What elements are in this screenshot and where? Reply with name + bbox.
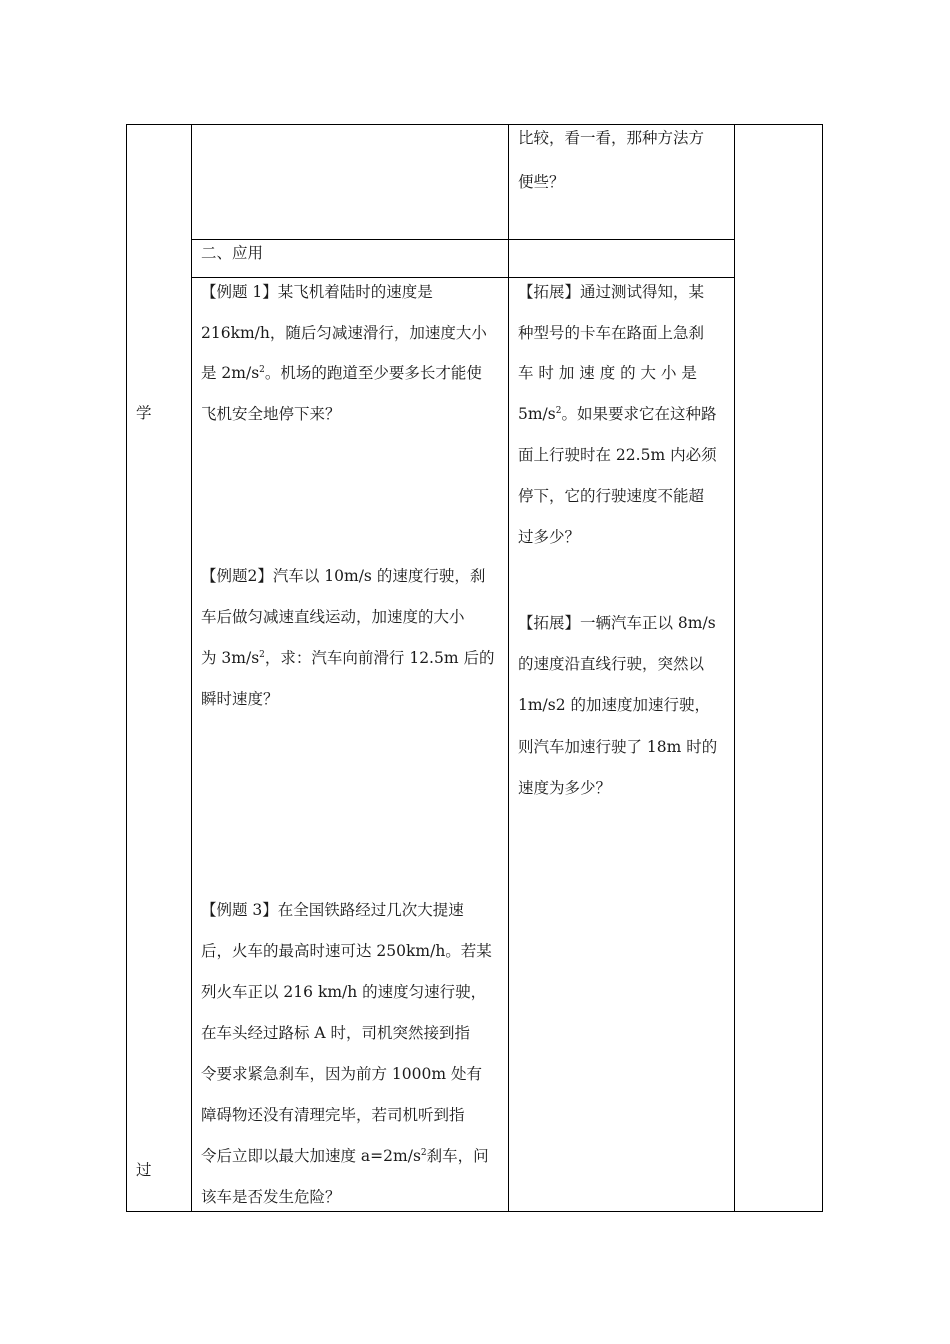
col-divider-2 <box>508 124 509 1212</box>
extension2-line-3: 1m/s2 的加速度加速行驶， <box>518 696 711 714</box>
extension2-line-4: 则汽车加速行驶了 18m 时的 <box>518 738 718 756</box>
example1-line-1: 【例题 1】某飞机着陆时的速度是 <box>201 283 433 301</box>
example1-line-4: 飞机安全地停下来？ <box>201 405 341 423</box>
extension2-line-2: 的速度沿直线行驶，突然以 <box>518 655 705 673</box>
col-divider-1 <box>191 124 192 1212</box>
example2-line-4: 瞬时速度？ <box>201 690 279 708</box>
example3-line-5: 令要求紧急刹车，因为前方 1000m 处有 <box>201 1065 482 1083</box>
left-col-char-bottom: 过 <box>136 1161 152 1179</box>
table-border-bottom <box>126 1211 823 1212</box>
example2-line-2: 车后做匀减速直线运动，加速度的大小 <box>201 608 465 626</box>
top-right-line-2: 便些？ <box>518 173 565 191</box>
extension2-line-5: 速度为多少？ <box>518 779 612 797</box>
extension1-line-5: 面上行驶时在 22.5m 内必须 <box>518 446 717 464</box>
left-col-char-top: 学 <box>136 404 152 422</box>
example1-line-3: 是 $2m/s^2$。机场的跑道至少要多长才能使 <box>201 364 482 382</box>
example3-line-3: 列火车正以 216 km/h 的速度匀速行驶， <box>201 983 487 1001</box>
example3-line-7: 令后立即以最大加速度 $a=2m/s^2$刹车，问 <box>201 1147 489 1165</box>
example3-line-8: 该车是否发生危险？ <box>201 1188 341 1206</box>
example2-line-3: 为 $3m/s^2$，求：汽车向前滑行 12.5m 后的 <box>201 649 495 667</box>
extension1-line-1: 【拓展】通过测试得知，某 <box>518 283 705 301</box>
example3-line-1: 【例题 3】在全国铁路经过几次大提速 <box>201 901 464 919</box>
row-divider-2 <box>191 277 735 278</box>
row-divider-1 <box>191 239 735 240</box>
extension1-line-6: 停下，它的行驶速度不能超 <box>518 487 705 505</box>
example1-line-2: 216km/h，随后匀减速滑行，加速度大小 <box>201 324 487 342</box>
extension1-line-3: 车 时 加 速 度 的 大 小 是 <box>518 364 697 382</box>
example3-line-6: 障碍物还没有清理完毕，若司机听到指 <box>201 1106 465 1124</box>
extension1-line-4: $5m/s^2$。如果要求它在这种路 <box>518 405 717 423</box>
section-title: 二、应用 <box>201 244 264 262</box>
example2-line-1: 【例题2】汽车以 10m/s 的速度行驶，刹 <box>201 567 486 585</box>
example3-line-2: 后，火车的最高时速可达 250km/h。若某 <box>201 942 492 960</box>
table-border-top <box>126 124 823 125</box>
example3-line-4: 在车头经过路标 A 时，司机突然接到指 <box>201 1024 471 1042</box>
col-divider-3 <box>734 124 735 1212</box>
top-right-line-1: 比较，看一看，那种方法方 <box>518 129 705 147</box>
table-border-left <box>126 124 127 1212</box>
extension2-line-1: 【拓展】一辆汽车正以 8m/s <box>518 614 716 632</box>
extension1-line-2: 种型号的卡车在路面上急刹 <box>518 324 705 342</box>
table-border-right <box>822 124 823 1212</box>
extension1-line-7: 过多少？ <box>518 528 581 546</box>
